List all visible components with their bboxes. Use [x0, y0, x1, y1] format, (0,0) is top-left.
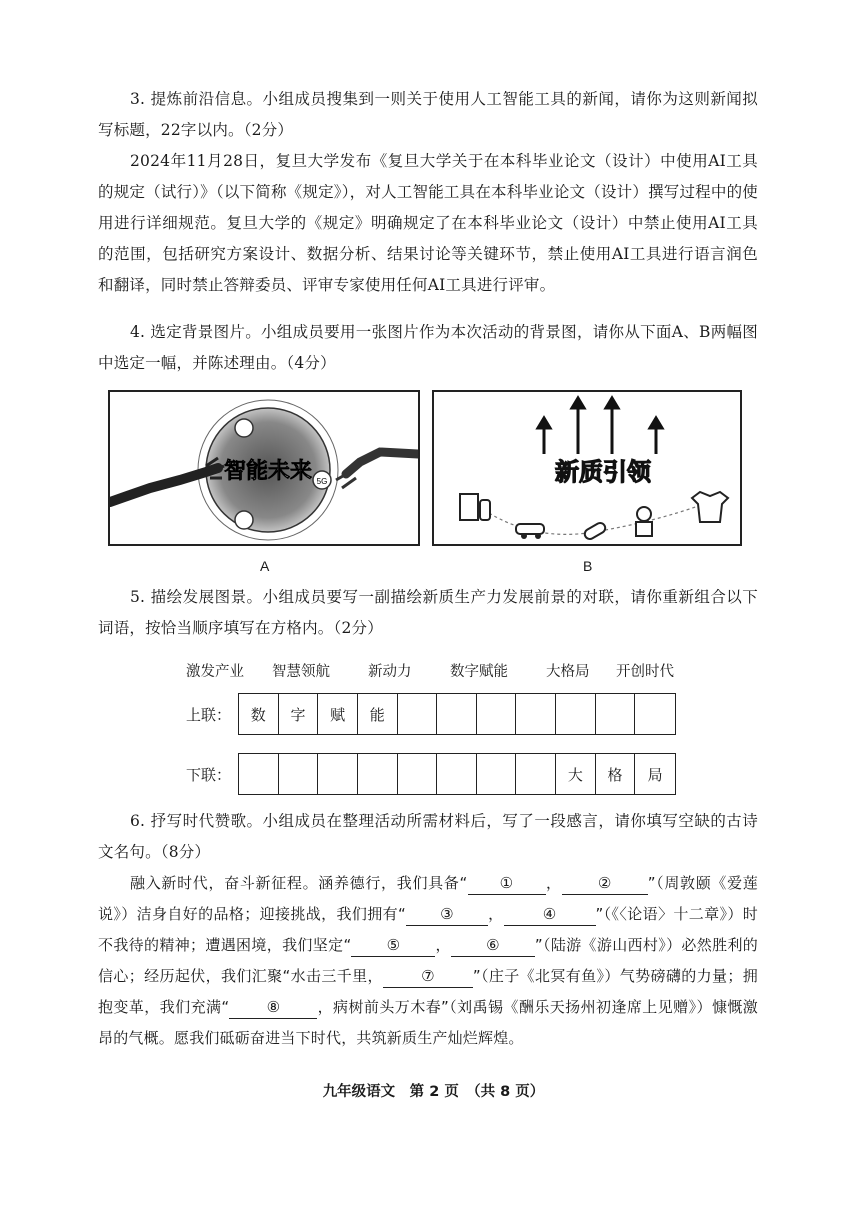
q3-prompt: 3. 提炼前沿信息。小组成员搜集到一则关于使用人工智能工具的新闻，请你为这则新闻拟写标题，22字以内。（2分）	[98, 90, 758, 139]
figure-b-image	[432, 390, 742, 546]
q6-passage	[98, 868, 758, 1054]
grid-cell[interactable]	[239, 754, 279, 794]
lower-couplet-label: 下联：	[186, 766, 232, 784]
passage-text: 融入新时代，奋斗新征程。涵养德行，我们具备“	[130, 874, 468, 892]
passage-text: ，	[435, 936, 451, 954]
word-item: 智慧领航	[272, 664, 330, 680]
figure-a-title: 智能未来	[223, 459, 313, 484]
word-item: 大格局	[546, 664, 590, 680]
grid-cell[interactable]	[437, 694, 477, 734]
car-icon	[516, 524, 544, 534]
figure-b-label: B	[583, 558, 593, 574]
orbit-icon-bottom	[235, 511, 253, 529]
passage-text: ”（周敦颐《爱莲说》）洁身自好的品格；迎接挑战，我们拥有“	[98, 874, 758, 923]
grid-cell[interactable]: 大	[556, 754, 596, 794]
upper-couplet-grid	[238, 693, 676, 735]
passage-text: ，	[545, 874, 562, 892]
car-wheel-icon	[521, 533, 527, 539]
word-item: 开创时代	[616, 664, 674, 680]
pill-icon	[583, 521, 607, 541]
car-wheel-icon	[535, 533, 541, 539]
grid-cell[interactable]: 字	[279, 694, 319, 734]
passage-text: ，病树前头万木春”（刘禹锡《酬乐天扬州初逢席上见赠》）慷慨激昂的气概。愿我们砥砺奋进当下时代，共筑新质生产灿烂辉煌。	[98, 998, 759, 1047]
word-item: 激发产业	[186, 664, 244, 680]
rising-arrows	[538, 398, 662, 454]
passage-text: ”（《〈论语〉十二章》）时不我待的精神；遭遇困境，我们坚定“	[98, 905, 758, 954]
q3-news-text: 2024年11月28日，复旦大学发布《复旦大学关于在本科毕业论文（设计）中使用AI工具的规定（试行）》（以下简称《规定》），对人工智能工具在本科毕业论文（设计）撰写过程中的使用进行详细规范。复旦大学的《规定》明确规定了在本科毕业论文（设计）中禁止使用AI工具的范围，包括研究方案设计、数据分析、结果讨论等关键环节，禁止使用AI工具进行语言润色和翻译，同时禁止答辩委员、评审专家使用任何AI工具进行评审。	[98, 152, 758, 294]
grid-cell[interactable]	[358, 754, 398, 794]
figure-b-title: 新质引领	[555, 458, 651, 486]
tshirt-icon	[692, 492, 728, 522]
grid-cell[interactable]: 格	[596, 754, 636, 794]
grid-cell[interactable]: 能	[358, 694, 398, 734]
figure-a-image	[108, 390, 420, 546]
figure-a-label: A	[260, 558, 270, 574]
grid-cell[interactable]	[516, 754, 556, 794]
page-footer: 九年级语文 第 2 页 （共 8 页）	[322, 1084, 545, 1100]
human-fingers	[336, 472, 356, 488]
figure-b-illustration	[434, 392, 740, 544]
figure-a-illustration	[110, 392, 418, 544]
bottle-icon	[480, 500, 490, 520]
lower-couplet-grid	[238, 753, 676, 795]
upper-couplet-label: 上联：	[186, 706, 232, 724]
word-item: 数字赋能	[450, 664, 508, 680]
grid-cell[interactable]	[477, 754, 517, 794]
human-arm	[346, 452, 418, 474]
blank-3[interactable]: ③	[406, 903, 488, 926]
passage-text: ”（庄子《北冥有鱼》）气势磅礴的力量；拥抱变革，我们充满“	[98, 967, 758, 1016]
grid-cell[interactable]	[477, 694, 517, 734]
word-item: 新动力	[368, 664, 412, 680]
badge-5g: 5G	[316, 477, 328, 486]
grid-cell[interactable]	[596, 694, 636, 734]
grid-cell[interactable]	[437, 754, 477, 794]
grid-cell[interactable]	[516, 694, 556, 734]
blank-7[interactable]: ⑦	[383, 965, 473, 988]
blank-4[interactable]: ④	[504, 903, 596, 926]
grid-cell[interactable]	[556, 694, 596, 734]
q5-prompt: 5. 描绘发展图景。小组成员要写一副描绘新质生产力发展前景的对联，请你重新组合以下词语，按恰当顺序填写在方格内。（2分）	[98, 588, 758, 637]
q6-prompt: 6. 抒写时代赞歌。小组成员在整理活动所需材料后，写了一段感言，请你填写空缺的古诗文名句。（8分）	[98, 812, 758, 861]
grid-cell[interactable]	[398, 754, 438, 794]
orbit-icon-top	[235, 419, 253, 437]
passage-text: ”（陆游《游山西村》）必然胜利的信心；经历起伏，我们汇聚“水击三千里，	[98, 936, 758, 985]
grid-cell[interactable]: 赋	[318, 694, 358, 734]
word-bank	[186, 660, 686, 681]
blank-8[interactable]: ⑧	[229, 996, 317, 1019]
blank-6[interactable]: ⑥	[451, 934, 535, 957]
robot-head-icon	[637, 507, 651, 521]
passage-text: ，	[487, 905, 504, 923]
grid-cell[interactable]	[635, 694, 675, 734]
milk-carton-icon	[460, 494, 478, 520]
robot-body-icon	[636, 522, 652, 536]
q4-prompt: 4. 选定背景图片。小组成员要用一张图片作为本次活动的背景图，请你从下面A、B两幅图中选定一幅，并陈述理由。（4分）	[98, 323, 758, 372]
grid-cell[interactable]	[318, 754, 358, 794]
grid-cell[interactable]: 局	[647, 765, 663, 784]
grid-cell[interactable]	[279, 754, 319, 794]
blank-2[interactable]: ②	[562, 872, 648, 895]
blank-5[interactable]: ⑤	[351, 934, 435, 957]
robot-arm	[110, 468, 218, 502]
grid-cell[interactable]: 数	[239, 694, 279, 734]
blank-1[interactable]: ①	[468, 872, 546, 895]
grid-cell[interactable]	[398, 694, 438, 734]
